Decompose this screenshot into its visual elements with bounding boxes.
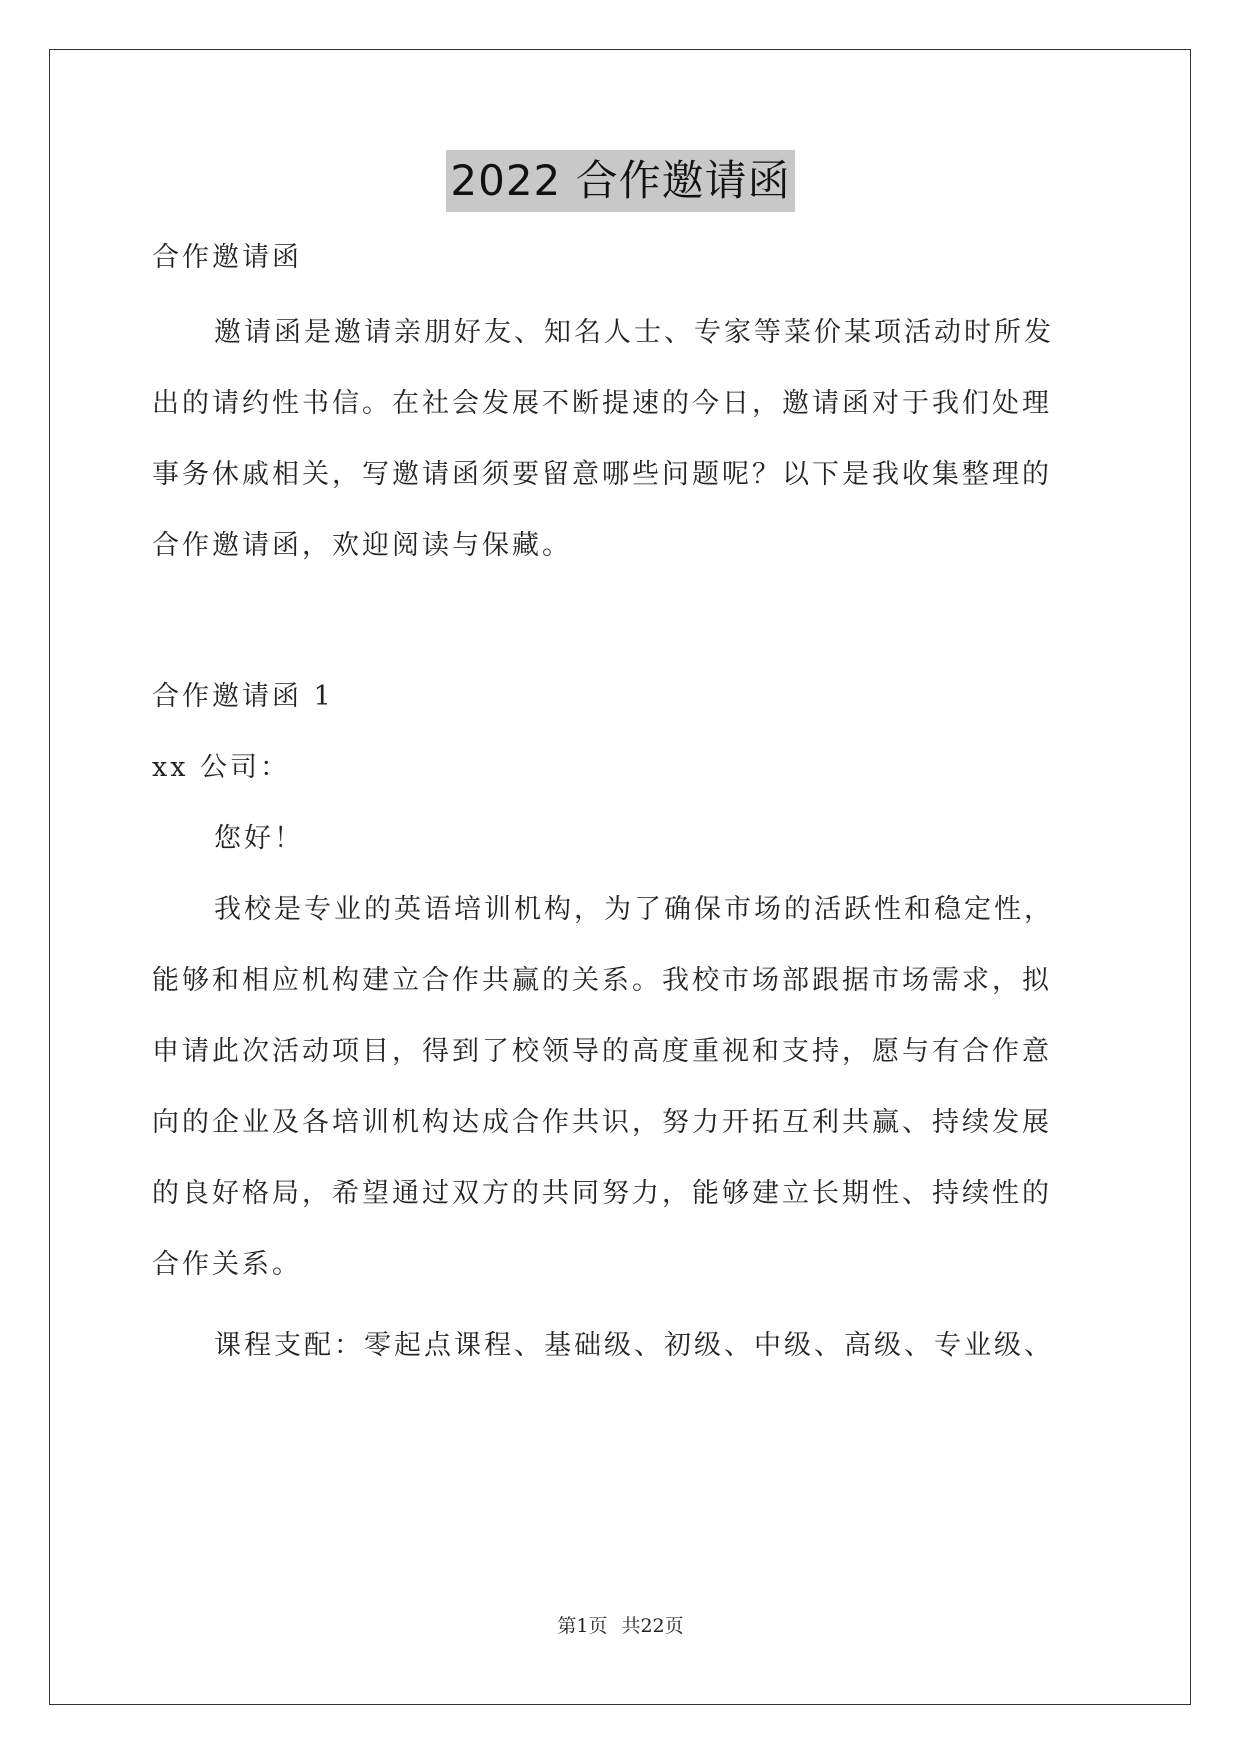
greeting: 您好！ <box>214 823 304 854</box>
intro-line: 事务休戚相关，写邀请函须要留意哪些问题呢？以下是我收集整理的 <box>152 459 1052 490</box>
recipient: xx 公司： <box>152 752 291 783</box>
body-line: 申请此次活动项目，得到了校领导的高度重视和支持，愿与有合作意 <box>152 1036 1052 1067</box>
body-line: 向的企业及各培训机构达成合作共识，努力开拓互利共赢、持续发展 <box>152 1107 1052 1138</box>
page-footer <box>0 1614 1241 1638</box>
intro-line: 邀请函是邀请亲朋好友、知名人士、专家等菜价某项活动时所发 <box>214 317 1054 348</box>
course-line: 课程支配：零起点课程、基础级、初级、中级、高级、专业级、 <box>214 1330 1054 1361</box>
page-total: 共22页 <box>621 1615 684 1637</box>
body-line: 能够和相应机构建立合作共赢的关系。我校市场部跟据市场需求，拟 <box>152 965 1052 996</box>
body-line: 我校是专业的英语培训机构，为了确保市场的活跃性和稳定性， <box>214 894 1054 925</box>
page-number: 第1页 <box>557 1615 608 1637</box>
body-line: 的良好格局，希望通过双方的共同努力，能够建立长期性、持续性的 <box>152 1178 1052 1209</box>
body-line: 合作关系。 <box>152 1249 302 1280</box>
intro-line: 出的请约性书信。在社会发展不断提速的今日，邀请函对于我们处理 <box>152 388 1052 419</box>
page-border <box>49 49 1191 1705</box>
section-title: 合作邀请函 1 <box>152 681 334 712</box>
heading: 合作邀请函 <box>152 242 302 273</box>
intro-line: 合作邀请函，欢迎阅读与保藏。 <box>152 530 572 561</box>
document-title: 2022 合作邀请函 <box>446 150 794 212</box>
title-container <box>0 150 1241 212</box>
